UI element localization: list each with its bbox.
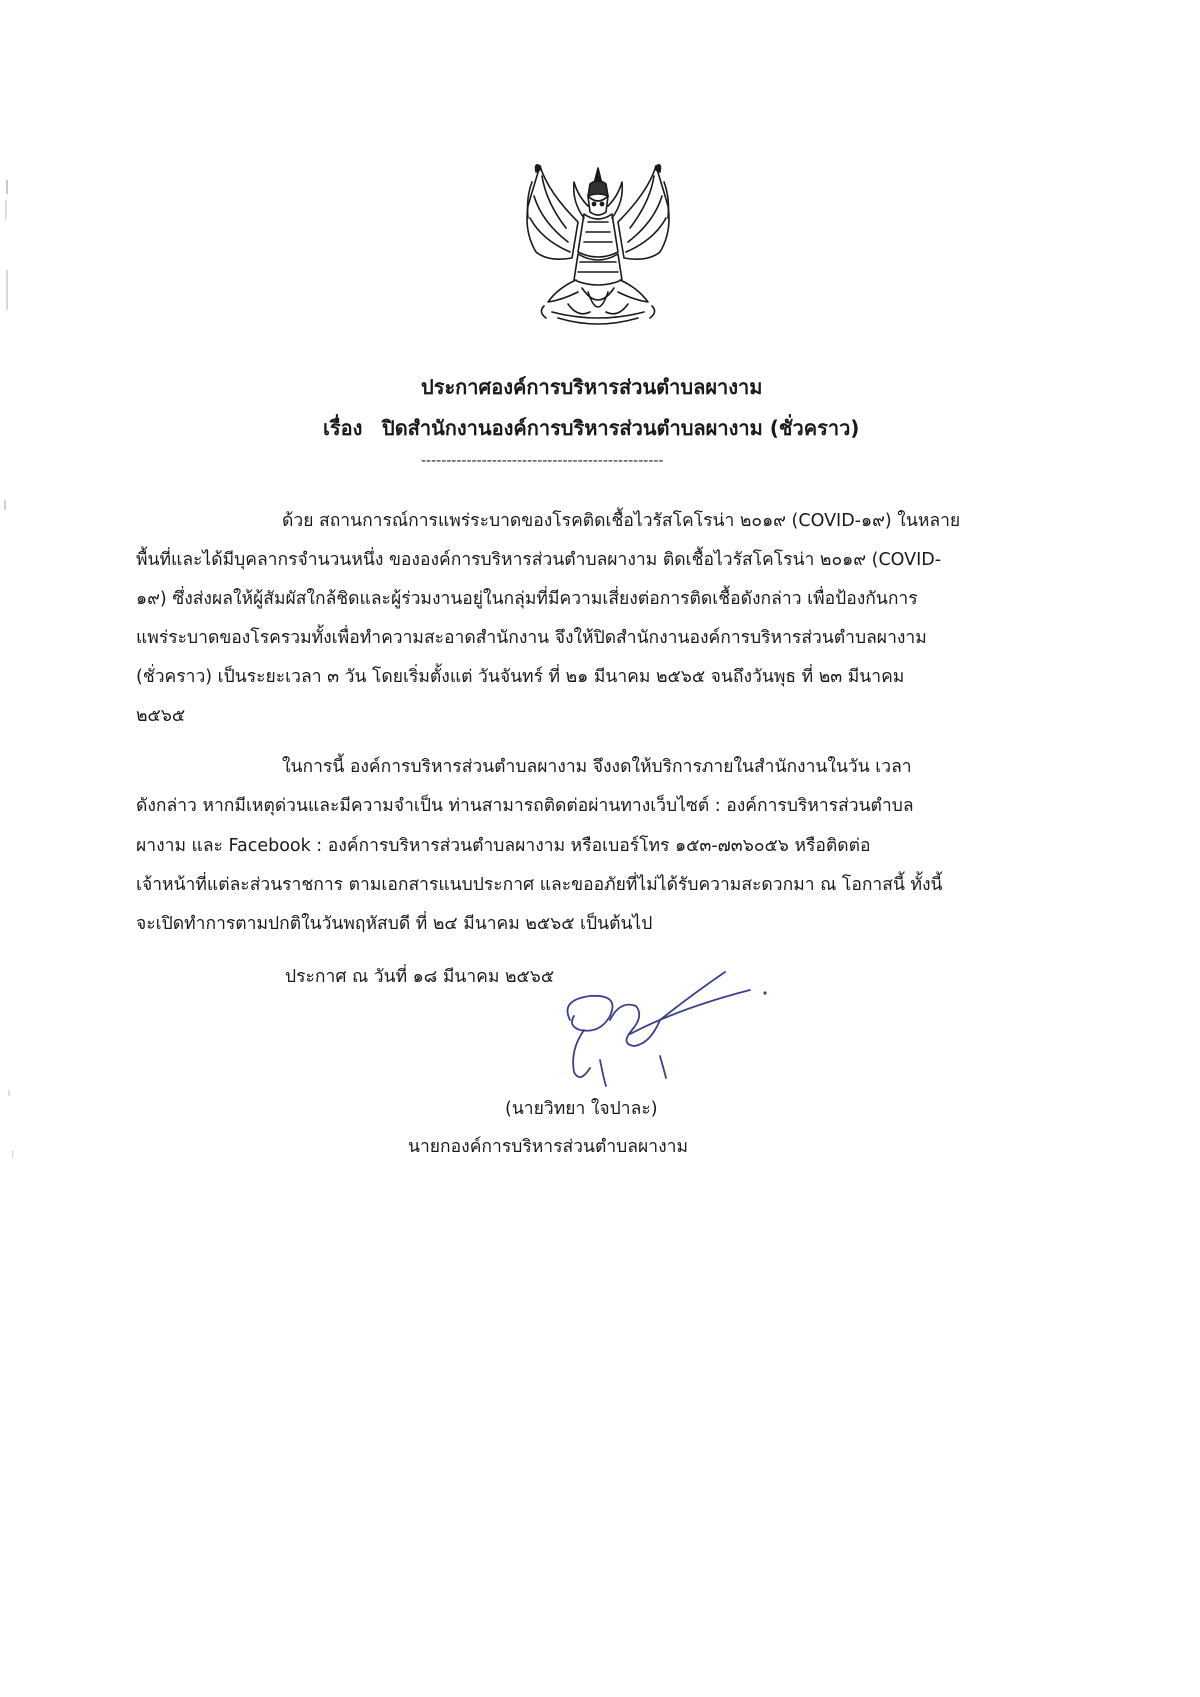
handwritten-signature — [540, 960, 790, 1090]
paragraph1-line: แพร่ระบาดของโรครวมทั้งเพื่อทำความสะอาดสำนักงาน จึงให้ปิดสำนักงานองค์การบริหารส่วนตำบลผางาม — [136, 628, 927, 648]
paragraph2-line: ดังกล่าว หากมีเหตุด่วนและมีความจำเป็น ท่านสามารถติดต่อผ่านทางเว็บไซต์ : องค์การบริหารส่วนตำบล — [136, 796, 914, 816]
paragraph1-line: พื้นที่และได้มีบุคลากรจำนวนหนึ่ง ขององค์การบริหารส่วนตำบลผางาม ติดเชื้อไวรัสโคโรน่า ๒๐๑๙ (COVID- — [136, 550, 942, 570]
paragraph2-line: ผางาม และ Facebook : องค์การบริหารส่วนตำบลผางาม หรือเบอร์โทร ๑๕๓-๗๓๖๐๕๖ หรือติดต่อ — [136, 836, 871, 856]
garuda-emblem-icon — [518, 162, 678, 330]
paragraph2-line: เจ้าหน้าที่แต่ละส่วนราชการ ตามเอกสารแนบประกาศ และขออภัยที่ไม่ได้รับความสะดวกมา ณ โอกาสนี้ ทั้งนี้ — [136, 875, 943, 895]
paragraph1-line: ด้วย สถานการณ์การแพร่ระบาดของโรคติดเชื้อไวรัสโคโรน่า ๒๐๑๙ (COVID-๑๙) ในหลาย — [282, 511, 961, 531]
paragraph1-line: ๒๕๖๕ — [136, 706, 186, 726]
signer-title: นายกองค์การบริหารส่วนตำบลผางาม — [408, 1137, 688, 1157]
title-divider: ------------------------------------------------ — [421, 453, 664, 469]
subject-prefix: เรื่อง — [323, 416, 363, 440]
paragraph2-line: จะเปิดทำการตามปกติในวันพฤหัสบดี ที่ ๒๔ มีนาคม ๒๕๖๕ เป็นต้นไป — [136, 914, 653, 934]
paragraph2-line: ในการนี้ องค์การบริหารส่วนตำบลผางาม จึงงดให้บริการภายในสำนักงานในวัน เวลา — [282, 757, 912, 777]
announcement-title: ประกาศองค์การบริหารส่วนตำบลผางาม — [421, 375, 763, 399]
subject-title: ปิดสำนักงานองค์การบริหารส่วนตำบลผางาม (ชั่วคราว) — [382, 416, 860, 440]
paragraph1-line: (ชั่วคราว) เป็นระยะเวลา ๓ วัน โดยเริ่มตั้งแต่ วันจันทร์ ที่ ๒๑ มีนาคม ๒๕๖๕ จนถึงวันพุธ ที่ ๒๓ มีนาคม — [136, 667, 905, 687]
paragraph1-line: ๑๙) ซึ่งส่งผลให้ผู้สัมผัสใกล้ชิดและผู้ร่วมงานอยู่ในกลุ่มที่มีความเสี่ยงต่อการติดเชื้อดังกล่าว เพื่อป้องกันการ — [136, 589, 918, 609]
signer-name: (นายวิทยา ใจปาละ) — [505, 1099, 658, 1119]
scan-specks — [0, 0, 40, 1697]
announcement-date: ประกาศ ณ วันที่ ๑๘ มีนาคม ๒๕๖๕ — [285, 967, 555, 987]
